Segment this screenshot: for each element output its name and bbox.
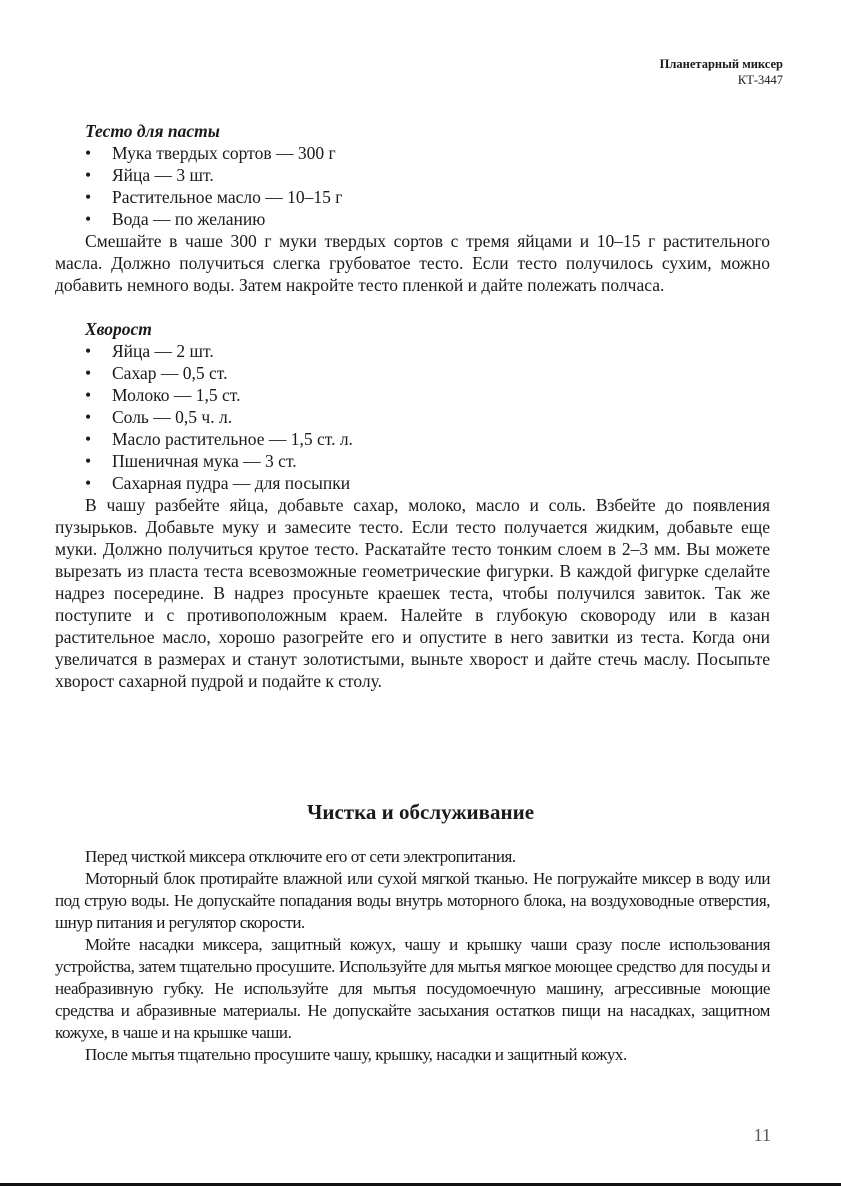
ingredient-list bbox=[55, 340, 770, 494]
cleaning-section bbox=[55, 846, 770, 1066]
ingredient-item: • Растительное масло — 10–15 г bbox=[55, 186, 770, 208]
ingredient-item: • Пшеничная мука — 3 ст. bbox=[55, 450, 770, 472]
ingredient-item: • Яйца — 3 шт. bbox=[55, 164, 770, 186]
product-model: КТ-3447 bbox=[737, 73, 783, 87]
recipe-title: Тесто для пасты bbox=[85, 121, 220, 141]
ingredient-item: • Яйца — 2 шт. bbox=[55, 340, 770, 362]
recipe-khvorost bbox=[55, 318, 770, 692]
cleaning-paragraph: Моторный блок протирайте влажной или сухой мягкой тканью. Не погружайте миксер в воду или под струю воды. Не допускайте попадания воды внутрь моторного блока, на воздуховодные отверстия, шнур питания и регулятор скорости. bbox=[55, 869, 770, 932]
ingredient-item: • Молоко — 1,5 ст. bbox=[55, 384, 770, 406]
product-title: Планетарный миксер bbox=[659, 57, 783, 71]
ingredient-list bbox=[55, 142, 770, 230]
page-bottom-rule bbox=[0, 1183, 841, 1186]
cleaning-paragraph: Мойте насадки миксера, защитный кожух, чашу и крышку чаши сразу после использования устройства, затем тщательно просушите. Используйте для мытья мягкое моющее средство для посуды и неабразивную губку. Не используйте для мытья посудомоечную машину, агрессивные моющие средства и абразивные материалы. Не допускайте засыхания остатков пищи на насадках, защитном кожухе, в чаше и на крышке чаши. bbox=[55, 935, 770, 1042]
recipe-pasta bbox=[55, 120, 770, 296]
ingredient-item: • Сахарная пудра — для посыпки bbox=[55, 472, 770, 494]
page-header bbox=[660, 56, 783, 88]
recipe-instructions: В чашу разбейте яйца, добавьте сахар, молоко, масло и соль. Взбейте до появления пузырьков. Добавьте муку и замесите тесто. Если тесто получается жидким, добавьте еще муки. Должно получиться крутое тесто. Раскатайте тесто тонким слоем в 2–3 мм. Вы можете вырезать из пласта теста всевозможные геометрические фигурки. В каждой фигурке сделайте надрез посередине. В надрез просуньте краешек теста, чтобы получился завиток. Так же поступите и с противоположным краем. Налейте в глубокую сковороду или в казан растительное масло, хорошо разогрейте его и опустите в него завитки из теста. Когда они увеличатся в размерах и станут золотистыми, выньте хворост и дайте стечь маслу. Посыпьте хворост сахарной пудрой и подайте к столу. bbox=[55, 495, 770, 691]
recipes-section bbox=[55, 120, 770, 692]
ingredient-item: • Мука твердых сортов — 300 г bbox=[55, 142, 770, 164]
recipe-title: Хворост bbox=[85, 319, 152, 339]
ingredient-item: • Соль — 0,5 ч. л. bbox=[55, 406, 770, 428]
recipe-instructions: Смешайте в чаше 300 г муки твердых сортов с тремя яйцами и 10–15 г растительного масла. Должно получиться слегка грубоватое тесто. Если тесто получилось сухим, можно добавить немного воды. Затем накройте тесто пленкой и дайте полежать полчаса. bbox=[55, 231, 770, 295]
cleaning-paragraph: После мытья тщательно просушите чашу, крышку, насадки и защитный кожух. bbox=[85, 1045, 627, 1064]
ingredient-item: • Сахар — 0,5 ст. bbox=[55, 362, 770, 384]
section-title: Чистка и обслуживание bbox=[306, 800, 535, 824]
ingredient-item: • Масло растительное — 1,5 ст. л. bbox=[55, 428, 770, 450]
page-number: 11 bbox=[753, 1125, 771, 1145]
ingredient-item: • Вода — по желанию bbox=[55, 208, 770, 230]
cleaning-paragraph: Перед чисткой миксера отключите его от сети электропитания. bbox=[85, 847, 516, 866]
